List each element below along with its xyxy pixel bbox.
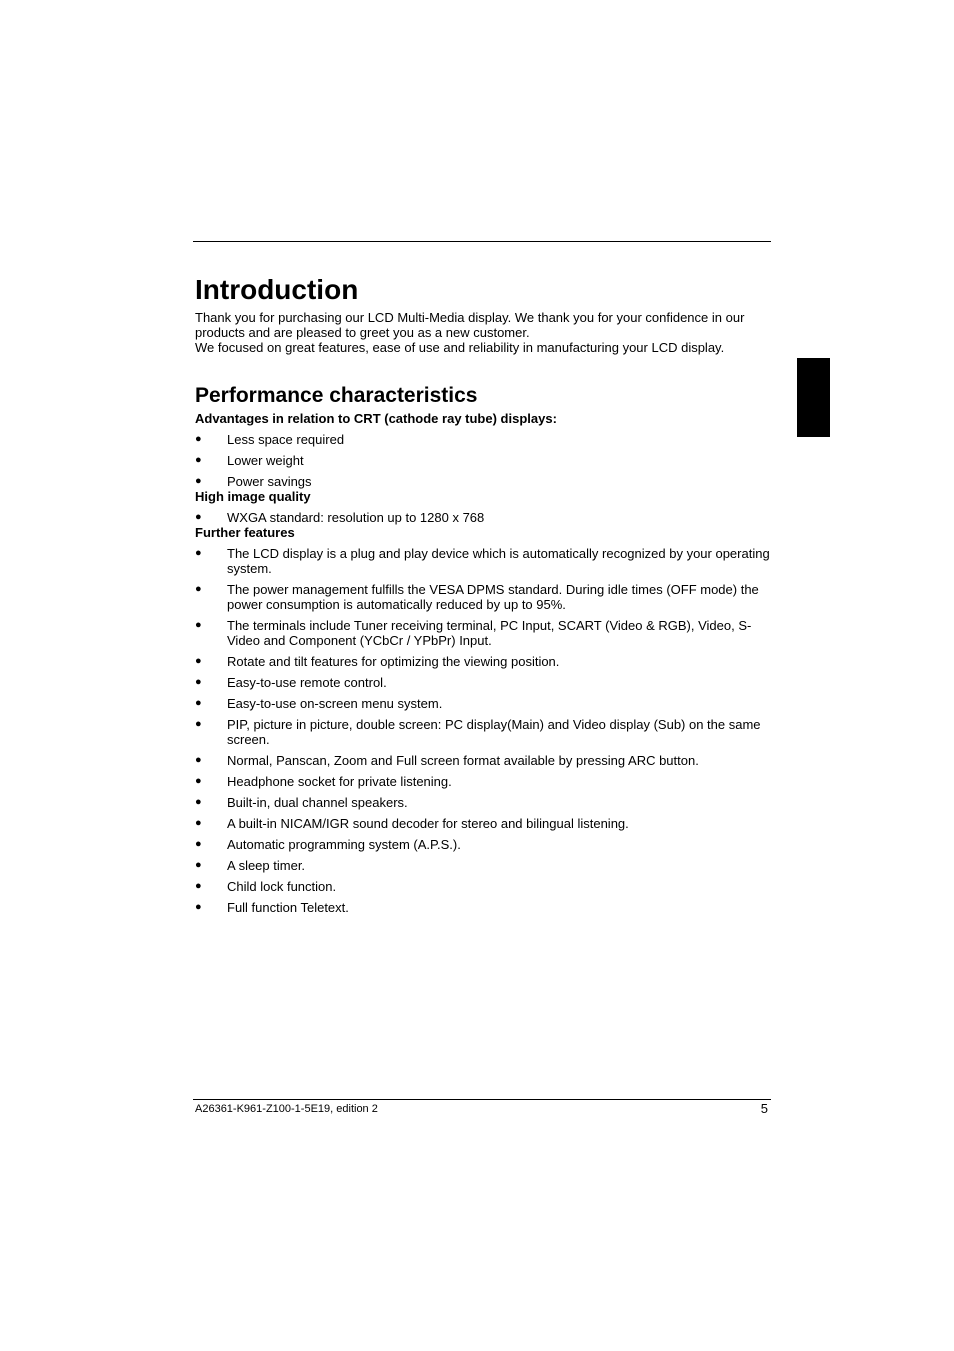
- bullet-icon: ●: [195, 433, 202, 445]
- bullet-icon: ●: [195, 754, 202, 766]
- list-item: [195, 717, 771, 747]
- bullet-icon: ●: [195, 775, 202, 787]
- list-item-text: A sleep timer.: [227, 858, 306, 873]
- intro-paragraph: We focused on great features, ease of use and reliability in manufacturing your LCD display.: [195, 340, 725, 355]
- chapter-thumb-tab: [797, 358, 830, 437]
- section-title: Performance characteristics: [195, 384, 478, 407]
- bullet-icon: ●: [195, 619, 202, 631]
- bullet-icon: ●: [195, 859, 202, 871]
- list-item-text: Normal, Panscan, Zoom and Full screen format available by pressing ARC button.: [227, 753, 699, 768]
- chapter-title: Introduction: [195, 274, 359, 305]
- list-item: [195, 858, 771, 873]
- list-item: [195, 879, 771, 894]
- list-item: [195, 837, 771, 852]
- page-content: [195, 270, 771, 915]
- footer-rule: [193, 1099, 771, 1100]
- bullet-icon: ●: [195, 511, 202, 523]
- list-item-text: WXGA standard: resolution up to 1280 x 768: [227, 510, 485, 525]
- list-item-text: Rotate and tilt features for optimizing the viewing position.: [227, 654, 560, 669]
- list-item-text: Headphone socket for private listening.: [227, 774, 452, 789]
- list-item: [195, 510, 771, 525]
- list-item: [195, 753, 771, 768]
- list-item-text: Built-in, dual channel speakers.: [227, 795, 408, 810]
- list-item: [195, 654, 771, 669]
- list-item: [195, 900, 771, 915]
- list-item: [195, 774, 771, 789]
- bullet-icon: ●: [195, 880, 202, 892]
- image-quality-list: [195, 510, 771, 525]
- list-item-text: The power management fulfills the VESA DPMS standard. During idle times (OFF mode) the power consumption is automatically reduced by up to 95%.: [227, 582, 759, 612]
- list-item-text: A built-in NICAM/IGR sound decoder for stereo and bilingual listening.: [227, 816, 629, 831]
- bullet-icon: ●: [195, 454, 202, 466]
- bullet-icon: ●: [195, 817, 202, 829]
- list-item-text: Less space required: [227, 432, 345, 447]
- list-item-text: Lower weight: [227, 453, 304, 468]
- bullet-icon: ●: [195, 583, 202, 595]
- further-features-list: [195, 546, 771, 915]
- intro-paragraph: Thank you for purchasing our LCD Multi-Media display. We thank you for your confidence in our products and are pleased to greet you as a new customer.: [195, 310, 745, 340]
- list-item-text: Easy-to-use on-screen menu system.: [227, 696, 443, 711]
- list-item: [195, 618, 771, 648]
- list-item-text: Full function Teletext.: [227, 900, 349, 915]
- bullet-icon: ●: [195, 655, 202, 667]
- header-rule: [193, 241, 771, 242]
- group-heading-image-quality: High image quality: [195, 489, 311, 504]
- bullet-icon: ●: [195, 547, 202, 559]
- list-item-text: The terminals include Tuner receiving terminal, PC Input, SCART (Video & RGB), Video, S-Video and Component (YCbCr / YPbPr) Input.: [227, 618, 752, 648]
- list-item: [195, 816, 771, 831]
- list-item-text: Child lock function.: [227, 879, 337, 894]
- list-item: [195, 474, 771, 489]
- list-item: [195, 582, 771, 612]
- footer-doc-id: A26361-K961-Z100-1-5E19, edition 2: [195, 1103, 378, 1115]
- bullet-icon: ●: [195, 475, 202, 487]
- bullet-icon: ●: [195, 676, 202, 688]
- bullet-icon: ●: [195, 796, 202, 808]
- group-heading-further-features: Further features: [195, 525, 295, 540]
- bullet-icon: ●: [195, 838, 202, 850]
- group-heading-crt-advantages: Advantages in relation to CRT (cathode ray tube) displays:: [195, 411, 557, 426]
- bullet-icon: ●: [195, 718, 202, 730]
- crt-advantages-list: [195, 432, 771, 489]
- list-item-text: Easy-to-use remote control.: [227, 675, 387, 690]
- list-item-text: The LCD display is a plug and play device which is automatically recognized by your operating system.: [227, 546, 770, 576]
- list-item-text: Power savings: [227, 474, 312, 489]
- bullet-icon: ●: [195, 697, 202, 709]
- list-item-text: Automatic programming system (A.P.S.).: [227, 837, 461, 852]
- list-item-text: PIP, picture in picture, double screen: PC display(Main) and Video display (Sub) on the same screen.: [227, 717, 761, 747]
- list-item: [195, 432, 771, 447]
- bullet-icon: ●: [195, 901, 202, 913]
- list-item: [195, 546, 771, 576]
- page-number: 5: [760, 1101, 768, 1116]
- list-item: [195, 795, 771, 810]
- list-item: [195, 696, 771, 711]
- list-item: [195, 453, 771, 468]
- list-item: [195, 675, 771, 690]
